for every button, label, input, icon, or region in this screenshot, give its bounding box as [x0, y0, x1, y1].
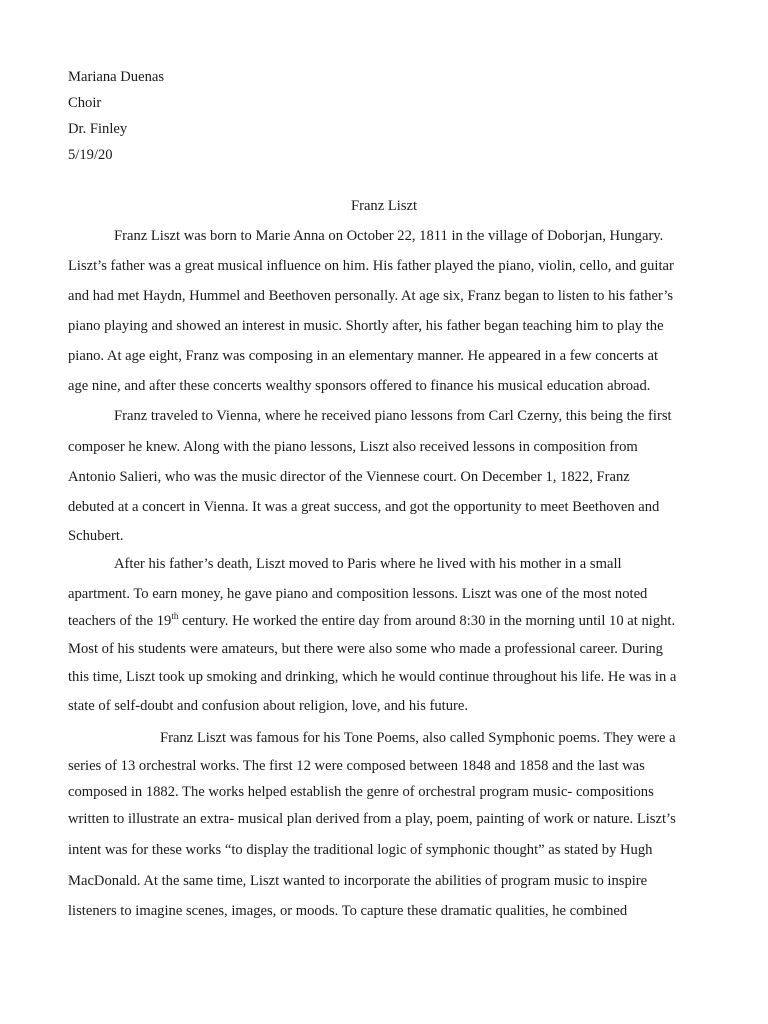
- body-line: Liszt’s father was a great musical influence on him. His father played the piano, violin, cello, and guitar: [68, 258, 674, 274]
- body-line: listeners to imagine scenes, images, or moods. To capture these dramatic qualities, he combined: [68, 903, 628, 919]
- body-line: Schubert.: [68, 528, 124, 544]
- body-line: Franz Liszt was famous for his Tone Poems, also called Symphonic poems. They were a: [160, 730, 676, 746]
- ordinal-superscript: th: [171, 611, 179, 621]
- body-line-text: teachers of the 19: [68, 613, 172, 629]
- body-line: MacDonald. At the same time, Liszt wanted to incorporate the abilities of program music to inspire: [68, 873, 648, 889]
- body-line: state of self-doubt and confusion about religion, love, and his future.: [68, 698, 469, 714]
- body-line: Franz traveled to Vienna, where he received piano lessons from Carl Czerny, this being the first: [114, 408, 672, 424]
- body-line: debuted at a concert in Vienna. It was a great success, and got the opportunity to meet Beethoven and: [68, 499, 660, 515]
- body-line: and had met Haydn, Hummel and Beethoven personally. At age six, Franz began to listen to his father’s: [68, 288, 674, 304]
- body-line: intent was for these works “to display the traditional logic of symphonic thought” as stated by Hugh: [68, 842, 653, 858]
- teacher-name: Dr. Finley: [68, 121, 128, 137]
- body-line: piano playing and showed an interest in music. Shortly after, his father began teaching him to play the: [68, 318, 664, 334]
- body-line: piano. At age eight, Franz was composing in an elementary manner. He appeared in a few concerts at: [68, 348, 659, 364]
- document-date: 5/19/20: [68, 147, 113, 163]
- body-line-text: century. He worked the entire day from around 8:30 in the morning until 10 at night.: [178, 613, 676, 629]
- body-line: Antonio Salieri, who was the music director of the Viennese court. On December 1, 1822, Franz: [68, 469, 630, 485]
- body-line: After his father’s death, Liszt moved to Paris where he lived with his mother in a small: [114, 556, 622, 572]
- body-line: this time, Liszt took up smoking and drinking, which he would continue throughout his life. He was in a: [68, 669, 677, 685]
- body-line: written to illustrate an extra- musical plan derived from a play, poem, painting of work or nature. Liszt’s: [68, 811, 676, 827]
- body-line: series of 13 orchestral works. The first 12 were composed between 1848 and 1858 and the last was: [68, 758, 645, 774]
- body-line: apartment. To earn money, he gave piano and composition lessons. Liszt was one of the most noted: [68, 586, 648, 602]
- body-line: Most of his students were amateurs, but there were also some who made a professional career. During: [68, 641, 663, 657]
- course-name: Choir: [68, 95, 102, 111]
- body-line: Franz Liszt was born to Marie Anna on October 22, 1811 in the village of Doborjan, Hungary.: [114, 228, 664, 244]
- essay-title: Franz Liszt: [350, 198, 418, 214]
- body-line-with-superscript: [68, 612, 675, 630]
- author-name: Mariana Duenas: [68, 69, 165, 85]
- body-line: age nine, and after these concerts wealthy sponsors offered to finance his musical education abroad.: [68, 378, 651, 394]
- body-line: composed in 1882. The works helped establish the genre of orchestral program music- compositions: [68, 784, 654, 800]
- body-line: composer he knew. Along with the piano lessons, Liszt also received lessons in composition from: [68, 439, 638, 455]
